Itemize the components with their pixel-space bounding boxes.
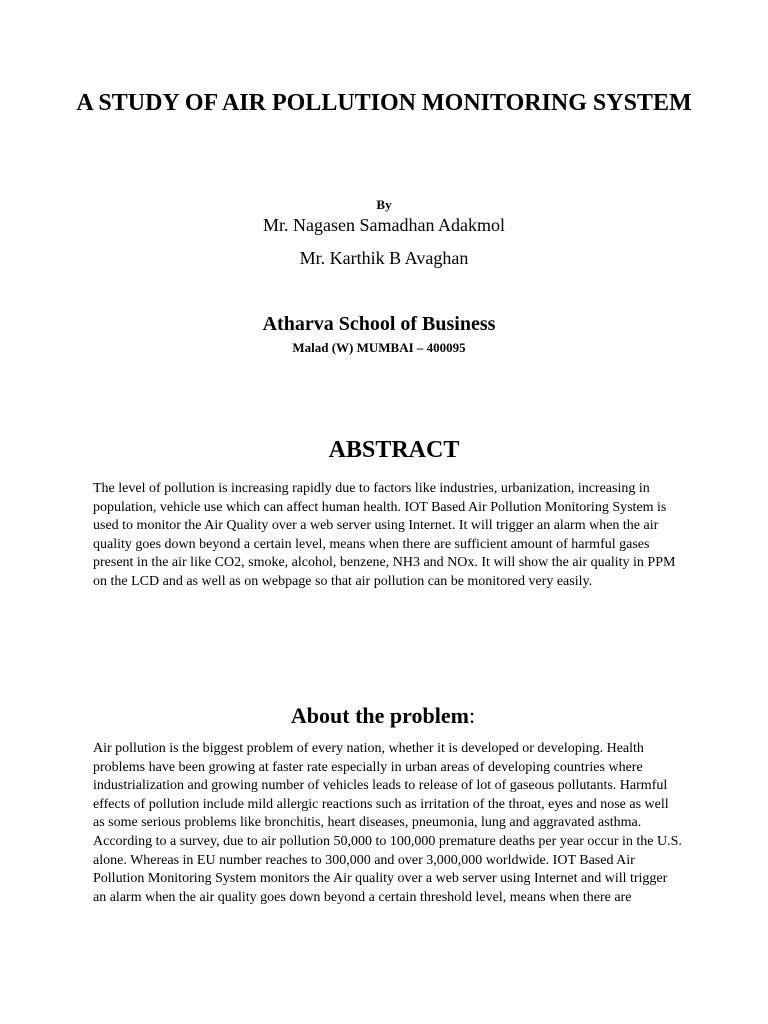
abstract-paragraph: The level of pollution is increasing rapidly due to factors like industries, urbanization, increasing in population, vehicle use which can affect human health. IOT Based Air Pollution Monitoring System is used to monitor the Air Quality over a web server using Internet. It will trigger an alarm when the air quality goes down beyond a certain level, means when there are sufficient amount of harmful gases present in the air like CO2, smoke, alcohol, benzene, NH3 and NOx. It will show the air quality in PPM on the LCD and as well as on webpage so that air pollution can be monitored very easily.: [93, 481, 676, 589]
about-problem-heading: [0, 702, 766, 730]
paper-title: A STUDY OF AIR POLLUTION MONITORING SYSTEM: [76, 90, 692, 116]
about-problem-heading-text: About the problem: [290, 703, 469, 728]
author-name-1: Mr. Nagasen Samadhan Adakmol: [263, 215, 505, 235]
author-name-2: Mr. Karthik B Avaghan: [299, 248, 469, 268]
by-label: By: [376, 197, 392, 212]
institution-address: Malad (W) MUMBAI – 400095: [292, 340, 466, 355]
about-problem-paragraph: Air pollution is the biggest problem of every nation, whether it is developed or developing. Health problems have been growing at faster rate especially in urban areas of developing countries where industrialization and growing number of vehicles leads to release of lot of gaseous pollutants. Harmful effects of pollution include mild allergic reactions such as irritation of the throat, eyes and nose as well as some serious problems like bronchitis, heart diseases, pneumonia, lung and aggravated asthma. According to a survey, due to air pollution 50,000 to 100,000 premature deaths per year occur in the U.S. alone. Whereas in EU number reaches to 300,000 and over 3,000,000 worldwide. IOT Based Air Pollution Monitoring System monitors the Air quality over a web server using Internet and will trigger an alarm when the air quality goes down beyond a certain threshold level, means when there are: [93, 741, 682, 905]
about-problem-heading-colon: :: [468, 703, 476, 728]
institution-name: Atharva School of Business: [262, 313, 496, 335]
abstract-heading: ABSTRACT: [328, 437, 460, 463]
